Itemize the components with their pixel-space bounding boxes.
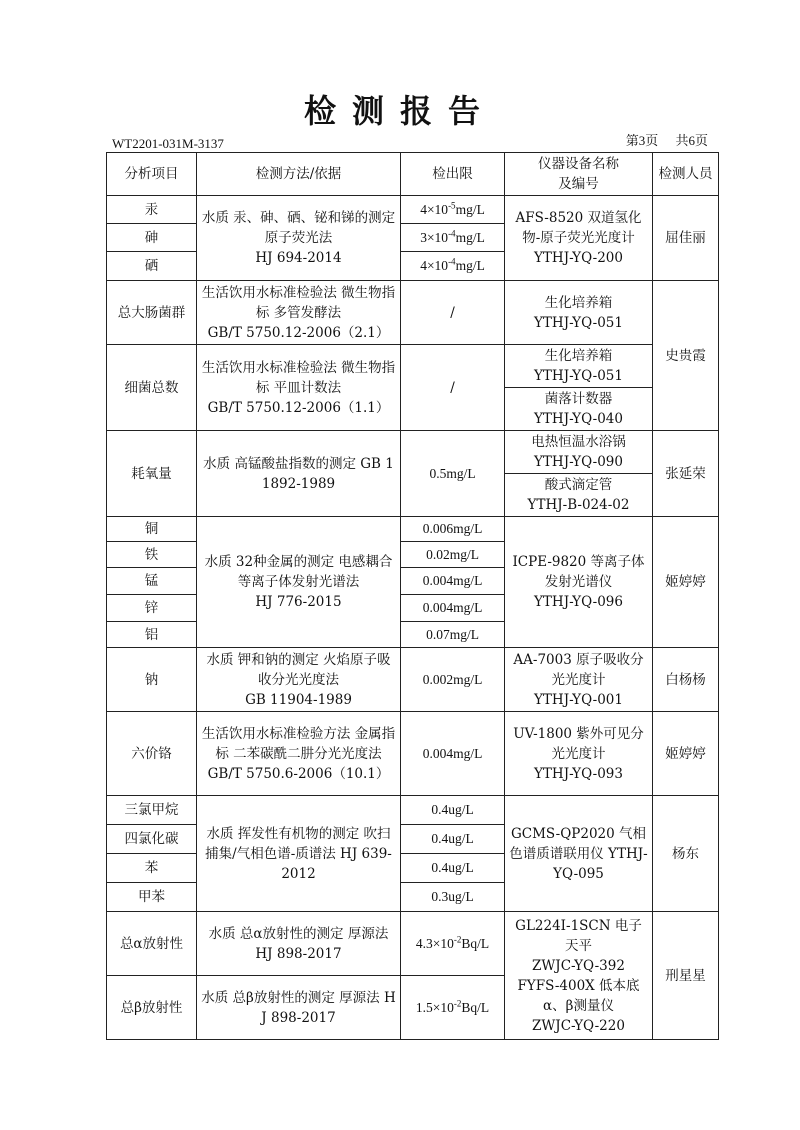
method-cell: 生活饮用水标准检验法 微生物指标 平皿计数法 GB/T 5750.12-2006（1.1） xyxy=(197,345,401,431)
item-cell: 砷 xyxy=(107,224,197,252)
method-cell: 水质 挥发性有机物的测定 吹扫捕集/气相色谱-质谱法 HJ 639-2012 xyxy=(197,796,401,912)
person-cell: 张延荣 xyxy=(653,431,719,517)
method-cell: 水质 总β放射性的测定 厚源法 HJ 898-2017 xyxy=(197,976,401,1040)
limit-cell: 0.5mg/L xyxy=(401,431,505,517)
header-item: 分析项目 xyxy=(107,153,197,196)
limit-cell: 0.004mg/L xyxy=(401,568,505,595)
person-cell: 姬婷婷 xyxy=(653,517,719,648)
header-person: 检测人员 xyxy=(653,153,719,196)
method-cell: 水质 钾和钠的测定 火焰原子吸收分光光度法 GB 11904-1989 xyxy=(197,648,401,712)
item-cell: 四氯化碳 xyxy=(107,825,197,854)
item-cell: 甲苯 xyxy=(107,883,197,912)
header-instrument: 仪器设备名称 及编号 xyxy=(505,153,653,196)
limit-cell: 0.006mg/L xyxy=(401,517,505,542)
instrument-cell: 酸式滴定管 YTHJ-B-024-02 xyxy=(505,474,653,517)
table-header-row xyxy=(107,153,719,196)
person-cell: 屈佳丽 xyxy=(653,196,719,281)
limit-cell: 0.002mg/L xyxy=(401,648,505,712)
table-row xyxy=(107,796,719,825)
limit-cell: $4\times 10^{-5}mg/L$ xyxy=(401,196,505,224)
item-cell: 铝 xyxy=(107,622,197,648)
instrument-cell: 电热恒温水浴锅 YTHJ-YQ-090 xyxy=(505,431,653,474)
person-cell: 刑星星 xyxy=(653,912,719,1040)
instrument-cell: ICPE-9820 等离子体发射光谱仪 YTHJ-YQ-096 xyxy=(505,517,653,648)
person-cell: 姬婷婷 xyxy=(653,712,719,796)
instrument-cell: GCMS-QP2020 气相色谱质谱联用仪 YTHJ-YQ-095 xyxy=(505,796,653,912)
person-cell: 史贵霞 xyxy=(653,281,719,431)
item-cell: 耗氧量 xyxy=(107,431,197,517)
instrument-cell: GL224I-1SCN 电子天平 ZWJC-YQ-392 FYFS-400X 低本底α、β测量仪 ZWJC-YQ-220 xyxy=(505,912,653,1040)
limit-cell: / xyxy=(401,281,505,345)
item-cell: 锌 xyxy=(107,595,197,622)
item-cell: 钠 xyxy=(107,648,197,712)
person-cell: 白杨杨 xyxy=(653,648,719,712)
item-cell: 总β放射性 xyxy=(107,976,197,1040)
item-cell: 铜 xyxy=(107,517,197,542)
table-row xyxy=(107,712,719,796)
page-total: 共6页 xyxy=(675,133,708,148)
limit-cell: 0.3ug/L xyxy=(401,883,505,912)
method-cell: 生活饮用水标准检验方法 金属指标 二苯碳酰二肼分光光度法 GB/T 5750.6-2006（10.1） xyxy=(197,712,401,796)
item-cell: 总α放射性 xyxy=(107,912,197,976)
method-cell: 生活饮用水标准检验法 微生物指标 多管发酵法 GB/T 5750.12-2006（2.1） xyxy=(197,281,401,345)
table-row xyxy=(107,517,719,542)
limit-cell: / xyxy=(401,345,505,431)
instrument-cell: AA-7003 原子吸收分光光度计 YTHJ-YQ-001 xyxy=(505,648,653,712)
limit-cell: 0.02mg/L xyxy=(401,542,505,568)
person-cell: 杨东 xyxy=(653,796,719,912)
header-limit: 检出限 xyxy=(401,153,505,196)
limit-cell: 0.4ug/L xyxy=(401,854,505,883)
table-row xyxy=(107,196,719,224)
item-cell: 铁 xyxy=(107,542,197,568)
limit-cell: $1.5\times 10^{-2}Bq/L$ xyxy=(401,976,505,1040)
method-cell: 水质 32种金属的测定 电感耦合等离子体发射光谱法 HJ 776-2015 xyxy=(197,517,401,648)
item-cell: 苯 xyxy=(107,854,197,883)
limit-cell: 0.07mg/L xyxy=(401,622,505,648)
document-number: WT2201-031M-3137 xyxy=(112,136,224,151)
instrument-cell: 生化培养箱 YTHJ-YQ-051 xyxy=(505,345,653,388)
limit-cell: 0.4ug/L xyxy=(401,796,505,825)
limit-cell: $3\times 10^{-4}mg/L$ xyxy=(401,224,505,252)
method-cell: 水质 汞、砷、硒、铋和锑的测定 原子荧光法 HJ 694-2014 xyxy=(197,196,401,281)
instrument-cell: 菌落计数器 YTHJ-YQ-040 xyxy=(505,388,653,431)
page-indicator xyxy=(612,130,708,149)
item-cell: 六价铬 xyxy=(107,712,197,796)
item-cell: 三氯甲烷 xyxy=(107,796,197,825)
table-row xyxy=(107,345,719,388)
method-cell: 水质 高锰酸盐指数的测定 GB 11892-1989 xyxy=(197,431,401,517)
limit-cell: 0.004mg/L xyxy=(401,712,505,796)
instrument-cell: UV-1800 紫外可见分光光度计 YTHJ-YQ-093 xyxy=(505,712,653,796)
item-cell: 细菌总数 xyxy=(107,345,197,431)
limit-cell: 0.004mg/L xyxy=(401,595,505,622)
page-title: 检测报告 xyxy=(303,92,496,130)
limit-cell: 0.4ug/L xyxy=(401,825,505,854)
page-current: 第3页 xyxy=(625,133,659,148)
item-cell: 锰 xyxy=(107,568,197,595)
item-cell: 硒 xyxy=(107,252,197,281)
limit-cell: $4\times 10^{-4}mg/L$ xyxy=(401,252,505,281)
header-method: 检测方法/依据 xyxy=(197,153,401,196)
instrument-cell: 生化培养箱 YTHJ-YQ-051 xyxy=(505,281,653,345)
table-row xyxy=(107,648,719,712)
table-row xyxy=(107,912,719,976)
test-report-table xyxy=(106,152,719,1040)
table-row xyxy=(107,431,719,474)
instrument-cell: AFS-8520 双道氢化物-原子荧光光度计 YTHJ-YQ-200 xyxy=(505,196,653,281)
limit-cell: $4.3\times 10^{-2}Bq/L$ xyxy=(401,912,505,976)
method-cell: 水质 总α放射性的测定 厚源法 HJ 898-2017 xyxy=(197,912,401,976)
item-cell: 总大肠菌群 xyxy=(107,281,197,345)
item-cell: 汞 xyxy=(107,196,197,224)
table-row xyxy=(107,281,719,345)
